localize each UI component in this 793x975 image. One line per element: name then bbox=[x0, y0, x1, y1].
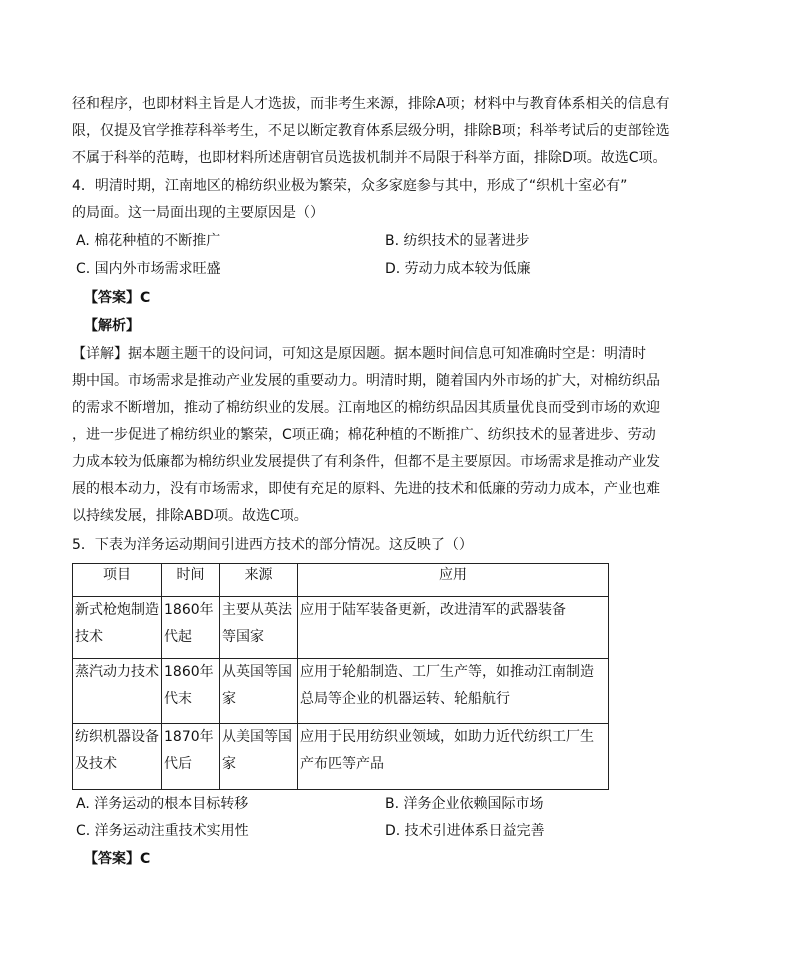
option-d: D. 劳动力成本较为低廉 bbox=[385, 261, 531, 277]
option-d: D. 技术引进体系日益完善 bbox=[385, 823, 545, 839]
cell-source: 从美国等国家 bbox=[220, 724, 298, 790]
detail-line: 以持续发展，排除ABD项。故选C项。 bbox=[72, 508, 308, 524]
detail-line: ，进一步促进了棉纺织业的繁荣，C项正确；棉花种植的不断推广、纺织技术的显著进步、劳动 bbox=[72, 427, 656, 443]
cell-time: 1860年代末 bbox=[162, 659, 220, 724]
cell-time: 1870年代后 bbox=[162, 724, 220, 790]
option-a: A. 棉花种植的不断推广 bbox=[76, 233, 221, 249]
header-source: 来源 bbox=[220, 564, 298, 597]
table-row bbox=[73, 659, 609, 724]
table-row bbox=[73, 724, 609, 790]
question-stem: 的局面。这一局面出现的主要原因是（） bbox=[72, 205, 324, 221]
detail-line: 展的根本动力，没有市场需求，即使有充足的原料、先进的技术和低廉的劳动力成本，产业也难 bbox=[72, 481, 660, 497]
answer-label: 【答案】C bbox=[84, 851, 151, 867]
table-header-row bbox=[73, 564, 609, 597]
table-row bbox=[73, 597, 609, 659]
option-c: C. 国内外市场需求旺盛 bbox=[76, 261, 221, 277]
cell-source: 从英国等国家 bbox=[220, 659, 298, 724]
analysis-label: 【解析】 bbox=[84, 318, 140, 334]
cell-project: 纺织机器设备及技术 bbox=[73, 724, 162, 790]
text-line: 不属于科举的范畴，也即材料所述唐朝官员选拔机制并不局限于科举方面，排除D项。故选C项。 bbox=[72, 150, 667, 166]
cell-time: 1860年代起 bbox=[162, 597, 220, 659]
question-stem: 4．明清时期，江南地区的棉纺织业极为繁荣，众多家庭参与其中，形成了“织机十室必有” bbox=[72, 178, 628, 194]
text-line: 限，仅提及官学推荐科举考生，不足以断定教育体系层级分明，排除B项；科举考试后的吏部铨选 bbox=[72, 123, 670, 139]
detail-line: 的需求不断增加，推动了棉纺织业的发展。江南地区的棉纺织品因其质量优良而受到市场的欢迎 bbox=[72, 400, 660, 416]
cell-application: 应用于轮船制造、工厂生产等，如推动江南制造总局等企业的机器运转、轮船航行 bbox=[298, 659, 609, 724]
cell-project: 新式枪炮制造技术 bbox=[73, 597, 162, 659]
detail-line: 期中国。市场需求是推动产业发展的重要动力。明清时期，随着国内外市场的扩大，对棉纺织品 bbox=[72, 373, 660, 389]
header-project: 项目 bbox=[73, 564, 162, 597]
answer-label: 【答案】C bbox=[84, 290, 151, 306]
detail-line: 【详解】据本题主题干的设问词，可知这是原因题。据本题时间信息可知准确时空是：明清时 bbox=[72, 346, 646, 362]
option-c: C. 洋务运动注重技术实用性 bbox=[76, 823, 249, 839]
header-time: 时间 bbox=[162, 564, 220, 597]
technology-table bbox=[72, 563, 609, 790]
header-application: 应用 bbox=[298, 564, 609, 597]
cell-source: 主要从英法等国家 bbox=[220, 597, 298, 659]
cell-application: 应用于民用纺织业领域，如助力近代纺织工厂生产布匹等产品 bbox=[298, 724, 609, 790]
cell-project: 蒸汽动力技术 bbox=[73, 659, 162, 724]
question-stem: 5．下表为洋务运动期间引进西方技术的部分情况。这反映了（） bbox=[72, 537, 473, 553]
detail-line: 力成本较为低廉都为棉纺织业发展提供了有利条件，但都不是主要原因。市场需求是推动产业发 bbox=[72, 454, 660, 470]
option-b: B. 洋务企业依赖国际市场 bbox=[385, 796, 544, 812]
option-b: B. 纺织技术的显著进步 bbox=[385, 233, 530, 249]
option-a: A. 洋务运动的根本目标转移 bbox=[76, 796, 249, 812]
text-line: 径和程序，也即材料主旨是人才选拔，而非考生来源，排除A项；材料中与教育体系相关的信息有 bbox=[72, 96, 670, 112]
cell-application: 应用于陆军装备更新，改进清军的武器装备 bbox=[298, 597, 609, 659]
